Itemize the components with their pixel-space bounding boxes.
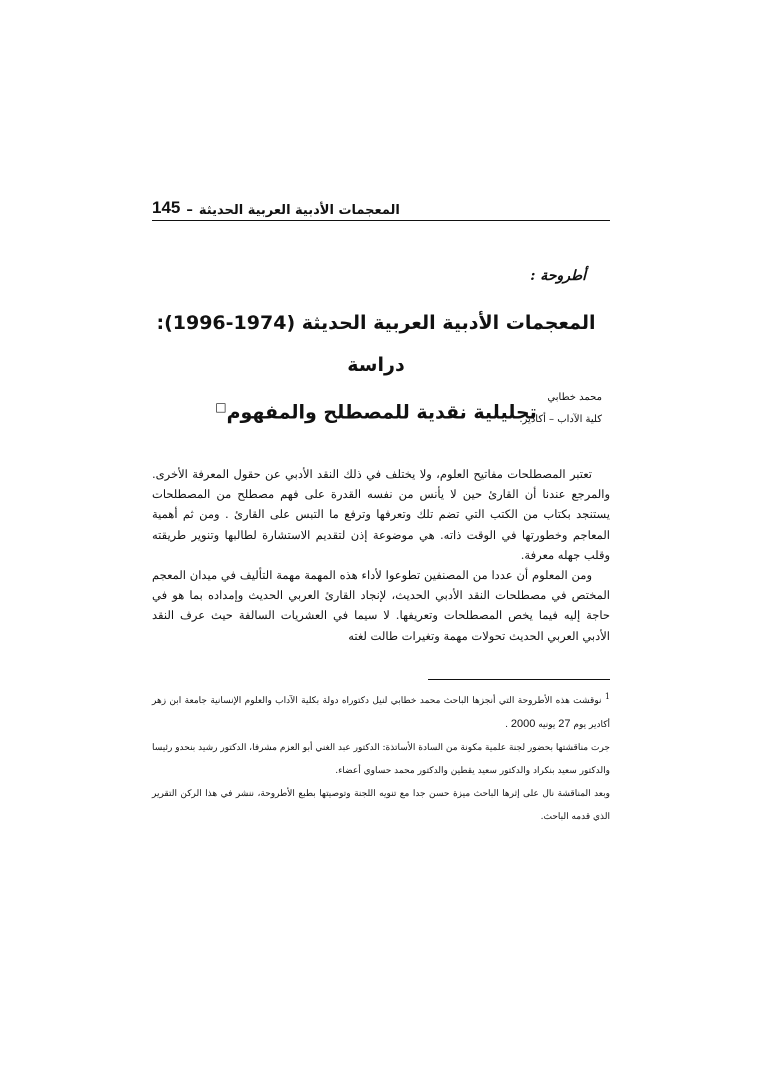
footnotes (152, 685, 610, 829)
footnote-1-text: نوقشت هذه الأطروحة التي أنجزها الباحث محمد خطابي لنيل دكتوراه دولة بكلية الآداب والعلوم الإنسانية جامعة ابن زهر أكادير يوم (152, 696, 610, 730)
body-text (152, 464, 610, 646)
footnote-2: جرت مناقشتها بحضور لجنة علمية مكونة من السادة الأساتذة: الدكتور عبد الغني أبو العزم مشرفا، الدكتور رشيد بنحدو رئيسا والدكتور سعيد بنكراد والدكتور سعيد يقطين والدكتور محمد حساوي أعضاء. (152, 743, 610, 776)
footnote-1-day: 27 (558, 718, 571, 730)
author-name: محمد خطابي (547, 392, 602, 403)
title-footnote-mark: □ (215, 400, 227, 414)
footnote-3: وبعد المناقشة نال على إثرها الباحث ميزة حسن جدا مع تنويه اللجنة وتوصيتها بطبع الأطروحة، ننشر في هذا الركن التقرير الذي قدمه الباحث. (152, 789, 610, 822)
section-label: أطروحة : (530, 268, 586, 284)
page-number: 145 (152, 198, 181, 217)
paragraph-2: ومن المعلوم أن عددا من المصنفين تطوعوا لأداء هذه المهمة مهمة التأليف في ميدان المعجم المختص في مصطلحات النقد الأدبي الحديث، لإنجاد القارئ العربي الحديث وإمداده بما هو في حاجة إليه فيما يخص المصطلحات وتعريفها. لا سيما في العشريات السالفة حيث عرف النقد الأدبي العربي الحديث تحولات مهمة وتغيرات طالت لغته (152, 568, 610, 643)
footnote-1 (152, 685, 610, 737)
paragraph-1: تعتبر المصطلحات مفاتيح العلوم، ولا يختلف في ذلك النقد الأدبي عن حقول المعرفة الأخرى. والمرجع عندنا أن القارئ حين لا يأنس من نفسه القدرة على فهم مصطلح من المصطلحات يستنجد بكتاب من الكتب التي تضم تلك وتعرفها وترفع ما التبس على القارئ . ومن ثم أهمية المعاجم وخطورتها في الوقت ذاته. هي موضوعة إذن لتقديم الاستشارة لطالبها وتنوير طريقته وقلب جهله معرفة. (152, 467, 610, 562)
footnote-rule (428, 679, 610, 680)
title-line-1: المعجمات الأدبية العربية الحديثة (1974-1996): دراسة (156, 312, 596, 376)
running-title: المعجمات الأدبية العربية الحديثة (198, 203, 400, 218)
header-rule (152, 220, 610, 221)
footnote-1-mark: 1 (604, 692, 610, 701)
running-header (152, 192, 610, 218)
header-separator: – (186, 203, 193, 218)
author-affiliation: كلية الآداب – أكادير. (519, 414, 602, 425)
footnote-1-end: . (505, 720, 508, 730)
footnote-1-year: 2000 (510, 718, 536, 730)
title-line-2-text: تحليلية نقدية للمصطلح والمفهوم (226, 401, 537, 424)
footnote-1-month: يونيه (538, 720, 556, 730)
